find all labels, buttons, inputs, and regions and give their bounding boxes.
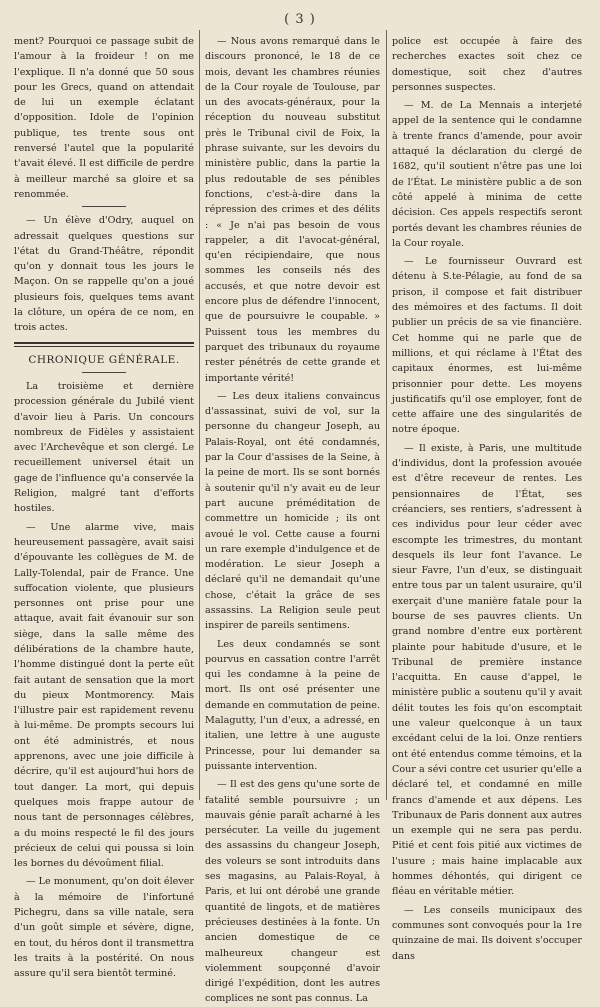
article-paragraph: — Il est des gens qu'une sorte de fatalité semble poursuivre ; un mauvais génie paraît acharné à les persécuter. La veille du jugement des assassins du changeur Joseph, des voleurs se sont introduits dans ses magasins, au Palais-Royal, à Paris, et lui ont dérobé une grande quantité de lingots, et de matières précieuses destinées à la fonte. Un ancien domestique de ce malheureux changeur est violemment soupçonné d'avoir dirigé l'expédition, dont les autres complices ne sont pas connus. La bbox=[205, 779, 380, 1005]
article-separator bbox=[82, 372, 126, 373]
column-divider bbox=[386, 30, 387, 800]
article-paragraph: — Les deux italiens convaincus d'assassinat, suivi de vol, sur la personne du changeur Joseph, au Palais-Royal, ont été condamnés, par la Cour d'assises de la Seine, à la peine de mort. Ils se sont bornés à soutenir qu'il n'y avait eu de leur part aucune préméditation de commettre un homicide ; ils ont avoué le vol. Cette cause a fourni un rare exemple d'indulgence et de modération. Le sieur Joseph a déclaré qu'il ne demandait qu'une chose, c'était la grâce de ses assassins. La Religion seule peut inspirer de pareils sentimens. bbox=[205, 390, 380, 632]
article-paragraph: — M. de La Mennais a interjeté appel de la sentence qui le condamne à trente francs d'amende, pour avoir attaqué la déclaration du clergé de 1682, qu'il soutient n'être pas une loi de l'État. Le ministère public a de son côté appelé à minima de cette décision. Ces appels respectifs seront portés devant les chambres réunies de la Cour royale. bbox=[392, 100, 582, 249]
section-rule bbox=[14, 342, 194, 347]
article-paragraph: — Les conseils municipaux des communes sont convoqués pour la 1re quinzaine de mai. Ils doivent s'occuper dans bbox=[392, 904, 582, 962]
article-paragraph: Les deux condamnés se sont pourvus en cassation contre l'arrêt qui les condamne à la peine de mort. Ils ont osé présenter une demande en commutation de peine. Malagutty, l'un d'eux, a adressé, en italien, une lettre à une auguste Princesse, pour lui demander sa puissante intervention. bbox=[205, 638, 380, 772]
article-separator bbox=[82, 206, 126, 207]
article-paragraph: La troisième et dernière procession générale du Jubilé vient d'avoir lieu à Paris. Un concours nombreux de Fidèles y assistaient avec l'Archevêque et son clergé. Le recueillement universel était un gage de l'influence qu'a conservée la Religion, malgré tant d'efforts hostiles. bbox=[14, 380, 194, 515]
article-paragraph: — Nous avons remarqué dans le discours prononcé, le 18 de ce mois, devant les chambres réunies de la Cour royale de Toulouse, par un des avocats-généraux, pour la réception du nouveau substitut près le Tribunal civil de Foix, la phrase suivante, sur les devoirs du ministère public, dans la partie la plus redoutable de ses pénibles fonctions, c'est-à-dire dans la répression des crimes et des délits : « Je n'ai pas besoin de vous rappeler, a dit l'avocat-général, qu'en récipiendaire, que nous sommes les conseils nés des accusés, et que notre devoir est encore plus de défendre l'innocent, que de poursuivre le coupable. » Puissent tous les membres du parquet des tribunaux du royaume rester pénétrés de cette grande et importante vérité! bbox=[205, 36, 380, 384]
article-paragraph: — Une alarme vive, mais heureusement passagère, avait saisi d'épouvante les collègues de M. de Lally-Tolendal, pair de France. Une suffocation violente, que plusieurs personnes ont prise pour une attaque, avait fait évanouir sur son siège, dans la salle même des délibérations de la chambre haute, l'homme distingué dont la perte eût fait autant de sensation que la mort du pieux Montmorency. Mais l'illustre pair est rapidement revenu à lui-même. De prompts secours lui ont été administrés, et nous apprenons, avec une joie difficile à décrire, qu'il est aujourd'hui hors de tout danger. La mort, qui depuis quelques mois frappe autour de nous tant de personnages célèbres, a du moins respecté le fil des jours précieux de celui qui poussa si loin les bornes du dévoûment filial. bbox=[14, 521, 194, 870]
section-heading: CHRONIQUE GÉNÉRALE. bbox=[28, 353, 180, 366]
article-paragraph: police est occupée à faire des recherches exactes soit chez ce domestique, soit chez d'autres personnes suspectes. bbox=[392, 36, 582, 93]
page-number: ( 3 ) bbox=[284, 12, 316, 27]
article-paragraph: — Le fournisseur Ouvrard est détenu à S.te-Pélagie, au fond de sa prison, il compose et fait distribuer des mémoires et des factums. Il doit publier un précis de sa vie financière. Cet homme qui ne parle que de millions, et qui réclame à l'État des capitaux énormes, est lui-même prisonnier pour dette. Les moyens justificatifs qu'il ose employer, font de cette affaire une des singularités de notre époque. bbox=[392, 256, 582, 436]
column-middle bbox=[205, 34, 380, 1005]
column-left bbox=[14, 34, 194, 980]
column-right bbox=[392, 34, 582, 962]
article-paragraph: — Un élève d'Odry, auquel on adressait quelques questions sur l'état du Grand-Théâtre, répondit qu'on y donnait tous les jours le Maçon. On se rappelle qu'on a joué plusieurs fois, quelques tems avant la clôture, un opéra de ce nom, en trois actes. bbox=[14, 215, 194, 334]
article-paragraph: — Il existe, à Paris, une multitude d'individus, dont la profession avouée est d'être receveur de rentes. Les pensionnaires de l'État, ses créanciers, ses rentiers, s'adressent à ces individus pour leur céder avec escompte les trimestres, du montant desquels ils leur font l'avance. Le sieur Favre, l'un d'eux, se distinguait entre tous par un talent usuraire, qu'il exerçait d'une manière fatale pour la bourse de ses pauvres clients. Un grand nombre d'entre eux portèrent plainte pour habitude d'usure, et le Tribunal de première instance l'acquitta. En cause d'appel, le ministère public a soutenu qu'il y avait délit toutes les fois qu'on escomptait une valeur quelconque à un taux excédant celui de la loi. Onze rentiers ont été entendus comme témoins, et la Cour a sévi contre cet usurier qu'elle a déclaré tel, et condamné en mille francs d'amende et aux dépens. Les Tribunaux de Paris donnent aux autres un exemple qui ne sera pas perdu. Pitié et cent fois pitié aux victimes de l'usure ; mais haine implacable aux hommes déhontés, qui dirigent ce fléau en véritable métier. bbox=[392, 442, 582, 898]
article-paragraph: ment? Pourquoi ce passage subit de l'amour à la froideur ! on me l'explique. Il n'a donné que 50 sous pour les Grecs, quand on attendait de lui un exemple éclatant d'opposition. Idole de l'opinion publique, tes trente sous ont renversé l'autel que la popularité t'avait élevé. Il est difficile de perdre à meilleur marché sa gloire et sa renommée. bbox=[14, 36, 194, 200]
article-paragraph: — Le monument, qu'on doit élever à la mémoire de l'infortuné Pichegru, dans sa ville natale, sera d'un goût simple et sévère, digne, en tout, du héros dont il transmettra les traits à la postérité. On nous assure qu'il sera bientôt terminé. bbox=[14, 876, 194, 980]
column-divider bbox=[199, 30, 200, 800]
